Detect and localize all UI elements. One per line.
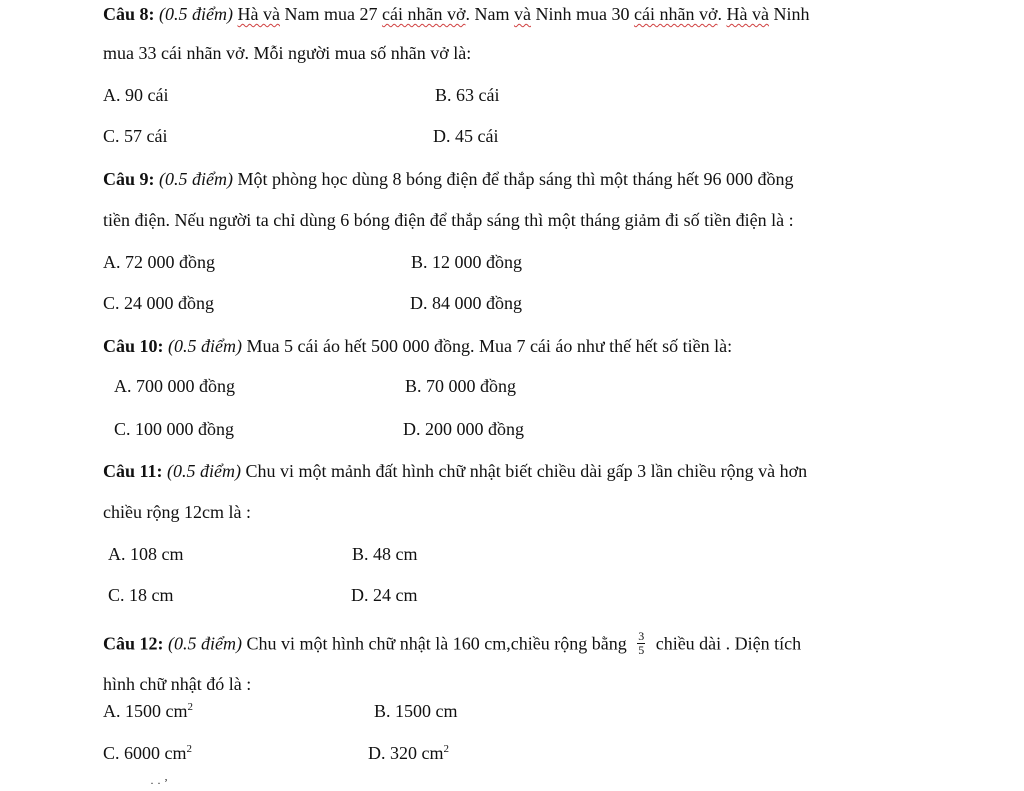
question-11-option-d: D. 24 cm <box>351 585 418 605</box>
question-8-label: Câu 8: <box>103 4 155 24</box>
question-10-label: Câu 10: <box>103 336 164 356</box>
question-8-option-c: C. 57 cái <box>103 126 168 146</box>
question-11-points: (0.5 điểm) <box>167 461 241 481</box>
question-8-option-d: D. 45 cái <box>433 126 499 146</box>
question-10-option-d: D. 200 000 đồng <box>403 419 524 439</box>
question-9-option-c: C. 24 000 đồng <box>103 293 215 313</box>
question-9-option-b: B. 12 000 đồng <box>411 252 523 272</box>
question-10-option-b: B. 70 000 đồng <box>405 376 517 396</box>
question-12-option-b: B. 1500 cm <box>374 701 458 721</box>
question-9-line-1: Câu 9: (0.5 điểm) Một phòng học dùng 8 bóng điện để thắp sáng thì một tháng hết 96 000 đồng <box>103 169 794 189</box>
question-8-line-1: Câu 8: (0.5 điểm) Hà và Nam mua 27 cái nhãn vở. Nam và Ninh mua 30 cái nhãn vở. Hà và Ninh <box>103 4 810 24</box>
footer-marks: · · ʼ <box>150 776 168 790</box>
question-9-points: (0.5 điểm) <box>159 169 233 189</box>
question-11-line-2: chiều rộng 12cm là : <box>103 502 251 522</box>
question-9-option-d: D. 84 000 đồng <box>410 293 522 313</box>
question-11-line-1: Câu 11: (0.5 điểm) Chu vi một mảnh đất hình chữ nhật biết chiều dài gấp 3 lần chiều rộng và hơn <box>103 461 808 481</box>
question-10-option-c: C. 100 000 đồng <box>114 419 235 439</box>
question-12-points: (0.5 điểm) <box>168 633 242 654</box>
question-12-option-d: D. 320 $cm^2$ <box>368 743 449 763</box>
fraction-three-fifths <box>637 630 645 657</box>
question-10-points: (0.5 điểm) <box>168 336 242 356</box>
fraction-numerator: 3 <box>638 629 645 643</box>
question-12-line-2: hình chữ nhật đó là : <box>103 674 252 694</box>
question-8-option-b: B. 63 cái <box>435 85 500 105</box>
question-8-line-2: mua 33 cái nhãn vở. Mỗi người mua số nhãn vở là: <box>103 43 472 63</box>
question-12-option-c: C. 6000 $cm^2$ <box>103 743 192 763</box>
question-9-line-2: tiền điện. Nếu người ta chỉ dùng 6 bóng điện để thắp sáng thì một tháng giảm đi số tiền điện là : <box>103 210 794 230</box>
question-9-label: Câu 9: <box>103 169 155 189</box>
question-10-option-a: A. 700 000 đồng <box>114 376 235 396</box>
question-9-option-a: A. 72 000 đồng <box>103 252 215 272</box>
fraction-denominator: 5 <box>638 643 645 657</box>
question-12-line-1: Câu 12: (0.5 điểm) Chu vi một hình chữ nhật là 160 cm,chiều rộng bằng $\frac{3}{5}$ chiều dài . Diện tích <box>103 629 802 657</box>
question-11-option-c: C. 18 cm <box>108 585 174 605</box>
question-10-line-1: Câu 10: (0.5 điểm) Mua 5 cái áo hết 500 000 đồng. Mua 7 cái áo như thế hết số tiền là: <box>103 336 733 356</box>
question-8-option-a: A. 90 cái <box>103 85 169 105</box>
question-11-option-b: B. 48 cm <box>352 544 418 564</box>
question-11-label: Câu 11: <box>103 461 163 481</box>
question-8-points: (0.5 điểm) <box>159 4 233 24</box>
question-11-option-a: A. 108 cm <box>108 544 184 564</box>
question-12-label: Câu 12: <box>103 633 164 654</box>
question-12-option-a: A. 1500 $cm^2$ <box>103 701 193 721</box>
